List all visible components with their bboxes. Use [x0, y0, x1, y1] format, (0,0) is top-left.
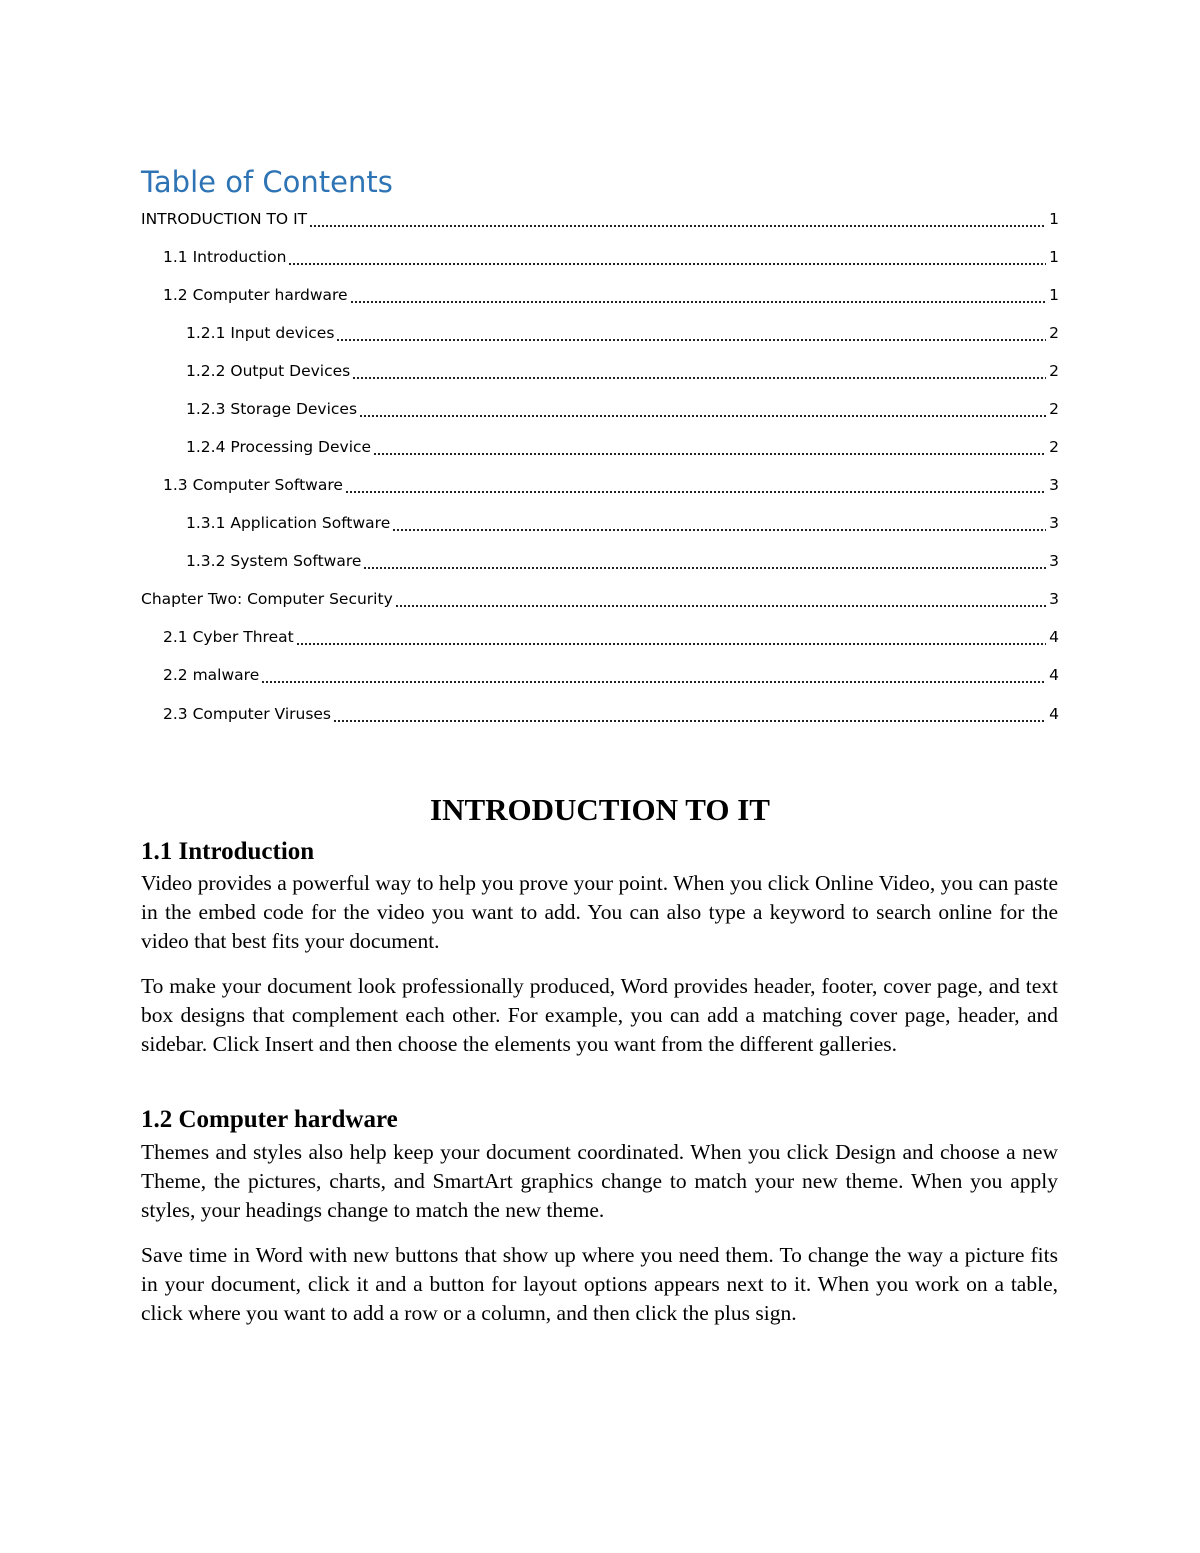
toc-dot-leader [373, 438, 1046, 456]
toc-dot-leader [345, 476, 1046, 494]
toc-dot-leader [288, 248, 1046, 266]
section-heading: 1.1 Introduction [141, 838, 315, 865]
toc-dot-leader [296, 628, 1046, 646]
body-paragraph: Themes and styles also help keep your document coordinated. When you click Design and choose a new Theme, the pictures, charts, and SmartArt graphics change to match your new theme. When you apply styles, your headings change to match the new theme. [141, 1140, 1058, 1222]
toc-dot-leader [352, 362, 1046, 380]
toc-page-number: 4 [1049, 666, 1059, 684]
toc-dot-leader [363, 552, 1046, 570]
toc-entry[interactable] [163, 618, 1059, 656]
toc-entry-text: 1.2.3 Storage Devices [186, 400, 358, 418]
toc-page-number: 3 [1049, 552, 1059, 570]
toc-entry[interactable] [186, 352, 1059, 390]
toc-page-number: 2 [1049, 362, 1059, 380]
toc-entry[interactable] [186, 542, 1059, 580]
toc-page-number: 1 [1049, 248, 1059, 266]
toc-entry[interactable] [163, 656, 1059, 694]
toc-entry[interactable] [186, 504, 1059, 542]
toc-entry-text: 1.3.1 Application Software [186, 514, 391, 532]
document-title: INTRODUCTION TO IT [430, 792, 770, 827]
toc-entry-text: 1.2.1 Input devices [186, 324, 335, 342]
toc-entry-text: 1.3 Computer Software [163, 476, 343, 494]
toc-entry-text: 2.1 Cyber Threat [163, 628, 294, 646]
toc-entry-text: 2.2 malware [163, 666, 260, 684]
toc-page-number: 2 [1049, 324, 1059, 342]
body-paragraph: To make your document look professionally produced, Word provides header, footer, cover page, and text box designs that complement each other. For example, you can add a matching cover page, header, and sidebar. Click Insert and then choose the elements you want from the different galleries. [141, 974, 1058, 1056]
section-heading: 1.2 Computer hardware [141, 1106, 398, 1133]
toc-entry-text: 2.3 Computer Viruses [163, 705, 332, 723]
toc-dot-leader [350, 286, 1047, 304]
toc-entry-text: INTRODUCTION TO IT [141, 210, 308, 228]
toc-page-number: 3 [1049, 590, 1059, 608]
toc-entry[interactable] [163, 695, 1059, 733]
toc-dot-leader [392, 514, 1046, 532]
toc-entry-text: 1.2.4 Processing Device [186, 438, 372, 456]
toc-entry[interactable] [141, 200, 1059, 238]
toc-title: Table of Contents [141, 165, 393, 199]
toc-dot-leader [359, 400, 1046, 418]
toc-page-number: 3 [1049, 514, 1059, 532]
toc-entry[interactable] [186, 428, 1059, 466]
toc-entry-text: 1.2.2 Output Devices [186, 362, 351, 380]
toc-entry[interactable] [186, 390, 1059, 428]
toc-entry-text: 1.2 Computer hardware [163, 286, 348, 304]
toc-dot-leader [261, 666, 1046, 684]
body-paragraph: Video provides a powerful way to help you prove your point. When you click Online Video, you can paste in the embed code for the video you want to add. You can also type a keyword to search online for the video that best fits your document. [141, 871, 1058, 953]
toc-entry-text: Chapter Two: Computer Security [141, 590, 393, 608]
toc-entry[interactable] [186, 314, 1059, 352]
toc-entry-text: 1.3.2 System Software [186, 552, 362, 570]
toc-entry[interactable] [163, 238, 1059, 276]
toc-entry[interactable] [163, 276, 1059, 314]
toc-page-number: 4 [1049, 705, 1059, 723]
toc-entry[interactable] [163, 466, 1059, 504]
toc-page-number: 1 [1049, 286, 1059, 304]
toc-page-number: 2 [1049, 400, 1059, 418]
toc-entry-text: 1.1 Introduction [163, 248, 287, 266]
toc-page-number: 4 [1049, 628, 1059, 646]
toc-dot-leader [309, 210, 1046, 228]
toc-page-number: 1 [1049, 210, 1059, 228]
toc-page-number: 3 [1049, 476, 1059, 494]
body-paragraph: Save time in Word with new buttons that show up where you need them. To change the way a picture fits in your document, click it and a button for layout options appears next to it. When you work on a table, click where you want to add a row or a column, and then click the plus sign. [141, 1243, 1058, 1325]
toc-entry[interactable] [141, 580, 1059, 618]
toc-dot-leader [333, 705, 1046, 723]
toc-dot-leader [395, 590, 1046, 608]
toc-page-number: 2 [1049, 438, 1059, 456]
toc-dot-leader [336, 324, 1046, 342]
